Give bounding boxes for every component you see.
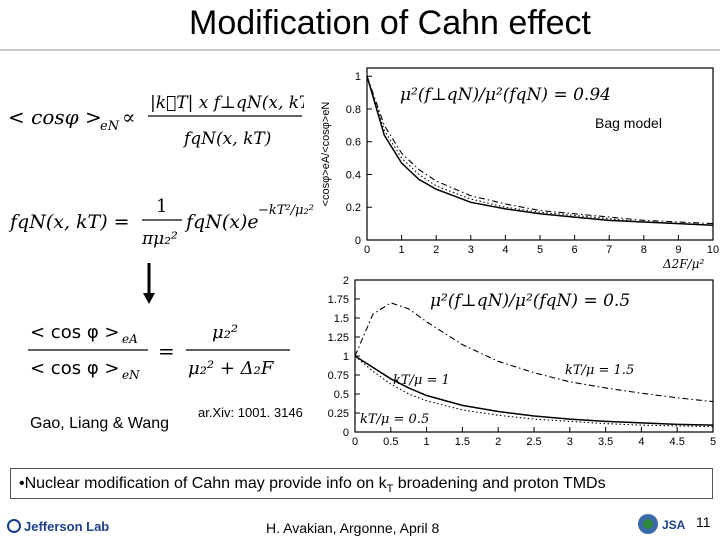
svg-text:1: 1 xyxy=(156,196,168,217)
svg-text:μ₂²: μ₂² xyxy=(212,322,239,343)
svg-text:< cos φ >: < cos φ > xyxy=(30,322,120,343)
y-tick-label: 1.75 xyxy=(327,294,349,306)
x-tick-label: 0 xyxy=(363,244,371,256)
x-tick-label: 6 xyxy=(571,244,578,256)
x-tick-label: 3.5 xyxy=(597,436,614,448)
bag-model-label: Bag model xyxy=(595,115,662,131)
plot-kt-dependence-canvas xyxy=(315,276,720,448)
plot-kt-dependence xyxy=(315,276,720,448)
bullet-subscript: T xyxy=(386,483,394,496)
bullet-tail: broadening and proton TMDs xyxy=(393,475,606,492)
y-axis-label: <cosφ>eA/<cosφ>eN xyxy=(320,101,332,207)
curve-label-3: kT/μ = 0.5 xyxy=(360,412,430,427)
y-tick-label: 1.25 xyxy=(327,332,349,344)
x-tick-label: 4.5 xyxy=(669,436,685,448)
y-tick-label: 0 xyxy=(342,427,349,439)
curve-label-1: kT/μ = 1.5 xyxy=(565,363,635,378)
y-tick-label: 0.5 xyxy=(333,389,349,401)
x-axis-label: Δ2F/μ² xyxy=(663,257,705,271)
y-tick-label: 1.5 xyxy=(333,313,349,325)
x-tick-label: 4 xyxy=(502,244,509,256)
formula-nuclear-ratio xyxy=(28,312,298,397)
svg-text:eA: eA xyxy=(122,332,138,346)
svg-text:< cos φ >: < cos φ > xyxy=(30,358,120,379)
plot-bag-model xyxy=(315,60,720,275)
curve-label-2: kT/μ = 1 xyxy=(393,373,450,388)
svg-text:μ₂² + Δ₂F: μ₂² + Δ₂F xyxy=(188,358,274,379)
footer-mark: JSA xyxy=(662,518,686,532)
y-tick-label: 0.75 xyxy=(327,370,349,382)
x-tick-label: 2.5 xyxy=(526,436,542,448)
x-tick-label: 5 xyxy=(536,244,544,256)
svg-text:< cosφ >: < cosφ > xyxy=(8,105,102,129)
x-tick-label: 7 xyxy=(606,244,613,256)
x-tick-label: 1 xyxy=(398,244,405,256)
slide-title: Modification of Cahn effect xyxy=(189,4,591,42)
x-tick-label: 3 xyxy=(467,244,474,256)
formula-tmd-gaussian xyxy=(4,190,319,265)
author-credit: Gao, Liang & Wang xyxy=(30,415,170,432)
y-tick-label: 2 xyxy=(342,276,349,287)
formula-cos-phi-en xyxy=(4,88,304,163)
x-tick-label: 1 xyxy=(423,436,430,448)
x-tick-label: 8 xyxy=(640,244,647,256)
down-arrow-icon xyxy=(143,263,155,310)
plot-annotation: μ²(f⊥qN)/μ²(fqN) = 0.5 xyxy=(430,291,631,311)
x-tick-label: 3 xyxy=(566,436,573,448)
svg-text:eN: eN xyxy=(100,119,120,134)
x-tick-label: 1.5 xyxy=(454,436,471,448)
y-tick-label: 0.6 xyxy=(345,136,361,149)
x-tick-label: 2 xyxy=(433,244,440,256)
bullet-text: •Nuclear modification of Cahn may provide info on k xyxy=(19,475,387,492)
x-tick-label: 5 xyxy=(709,436,717,448)
y-tick-label: 0.8 xyxy=(345,103,361,116)
svg-text:fqN(x, kT): fqN(x, kT) xyxy=(184,129,272,149)
svg-text:∝: ∝ xyxy=(122,105,136,129)
x-tick-label: 0 xyxy=(351,436,359,448)
summary-bullet xyxy=(10,468,713,499)
y-tick-label: 0 xyxy=(354,235,361,247)
y-tick-label: 1 xyxy=(342,351,349,363)
x-tick-label: 10 xyxy=(706,244,720,256)
svg-text:eN: eN xyxy=(122,368,140,382)
svg-text:fqN(x, kT) =: fqN(x, kT) = xyxy=(10,211,130,233)
y-tick-label: 0.2 xyxy=(345,202,361,215)
svg-text:=: = xyxy=(158,339,175,363)
x-tick-label: 0.5 xyxy=(383,436,399,448)
x-tick-label: 4 xyxy=(638,436,645,448)
svg-text:πμ₂²: πμ₂² xyxy=(142,229,178,249)
svg-text:|k⃗T| x f⊥qN(x, kT): |k⃗T| x f⊥qN(x, kT) xyxy=(150,93,304,113)
page-number: 11 xyxy=(696,514,711,530)
svg-text:fqN(x)e: fqN(x)e xyxy=(186,211,259,233)
plot-bag-model-canvas xyxy=(315,60,720,275)
svg-text:−kT²/μ₂²: −kT²/μ₂² xyxy=(258,203,314,218)
title-divider xyxy=(0,49,720,51)
x-tick-label: 2 xyxy=(495,436,502,448)
jefferson-lab-logo xyxy=(6,515,116,542)
y-tick-label: 0.25 xyxy=(327,408,349,420)
y-tick-label: 1 xyxy=(354,71,361,84)
arxiv-reference: ar.Xiv: 1001. 3146 xyxy=(198,405,303,420)
plot-annotation: μ²(f⊥qN)/μ²(fqN) = 0.94 xyxy=(400,85,611,105)
doe-jsa-logo xyxy=(636,512,698,541)
x-tick-label: 9 xyxy=(675,244,682,256)
footer-org: Jefferson Lab xyxy=(24,519,110,534)
footer-presenter: H. Avakian, Argonne, April 8 xyxy=(266,520,440,536)
y-tick-label: 0.4 xyxy=(345,169,361,182)
